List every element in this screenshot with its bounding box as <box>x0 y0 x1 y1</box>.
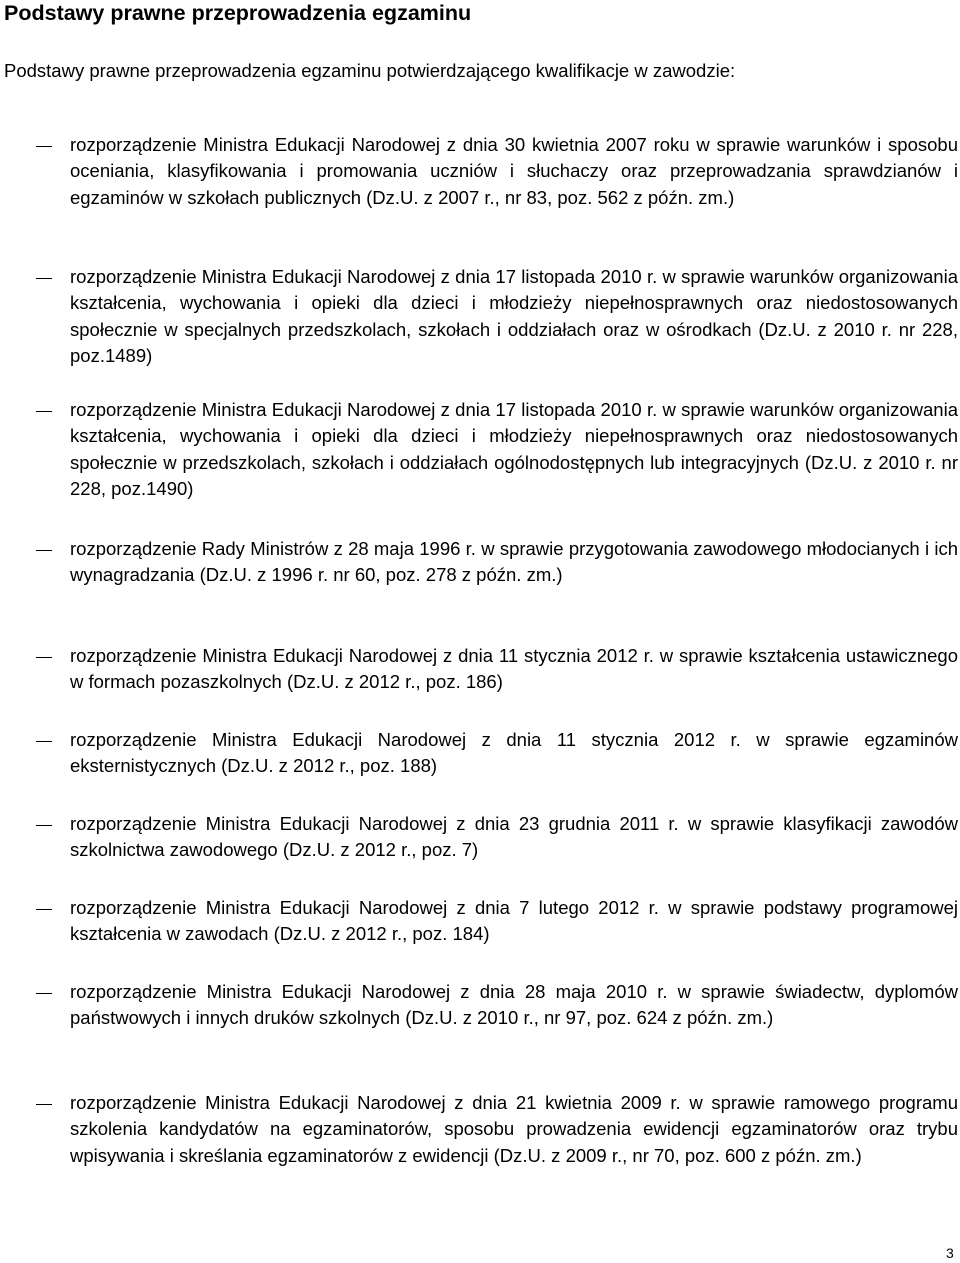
list-item <box>0 132 960 208</box>
list-item <box>0 397 960 500</box>
dash-bullet-icon <box>36 657 52 658</box>
dash-bullet-icon <box>36 825 52 826</box>
list-item-text: rozporządzenie Ministra Edukacji Narodowej z dnia 23 grudnia 2011 r. w sprawie klasyfikacji zawodów szkolnictwa zawodowego (Dz.U. z 2012 r., poz. 7) <box>70 813 958 861</box>
list-item-text: rozporządzenie Ministra Edukacji Narodowej z dnia 11 stycznia 2012 r. w sprawie kształcenia ustawicznego w formach pozaszkolnych (Dz.U. z 2012 r., poz. 186) <box>70 645 958 693</box>
dash-bullet-icon <box>36 146 52 147</box>
dash-bullet-icon <box>36 411 52 412</box>
list-item <box>0 643 960 693</box>
intro-text: Podstawy prawne przeprowadzenia egzaminu potwierdzającego kwalifikacje w zawodzie: <box>4 60 736 81</box>
page-number: 3 <box>946 1245 954 1261</box>
list-item-text: rozporządzenie Ministra Edukacji Narodowej z dnia 21 kwietnia 2009 r. w sprawie ramowego programu szkolenia kandydatów na egzaminatorów, sposobu prowadzenia ewidencji egzaminatorów oraz trybu wpisywania i skreślania egzaminatorów z ewidencji (Dz.U. z 2009 r., nr 70, poz. 600 z późn. zm.) <box>70 1092 958 1166</box>
list-item <box>0 727 960 777</box>
list-item <box>0 264 960 367</box>
list-item <box>0 811 960 861</box>
list-item <box>0 979 960 1029</box>
dash-bullet-icon <box>36 278 52 279</box>
list-item-text: rozporządzenie Ministra Edukacji Narodowej z dnia 11 stycznia 2012 r. w sprawie egzaminów eksternistycznych (Dz.U. z 2012 r., poz. 188) <box>70 729 958 777</box>
dash-bullet-icon <box>36 909 52 910</box>
list-item <box>0 895 960 945</box>
list-item-text: rozporządzenie Rady Ministrów z 28 maja 1996 r. w sprawie przygotowania zawodowego młodocianych i ich wynagradzania (Dz.U. z 1996 r. nr 60, poz. 278 z późn. zm.) <box>70 538 958 586</box>
list-item <box>0 536 960 586</box>
list-item <box>0 1090 960 1166</box>
dash-bullet-icon <box>36 993 52 994</box>
list-item-text: rozporządzenie Ministra Edukacji Narodowej z dnia 30 kwietnia 2007 roku w sprawie warunków i sposobu oceniania, klasyfikowania i promowania uczniów i słuchaczy oraz przeprowadzania sprawdzianów i egzaminów w szkołach publicznych (Dz.U. z 2007 r., nr 83, poz. 562 z późn. zm.) <box>70 134 958 208</box>
dash-bullet-icon <box>36 550 52 551</box>
list-item-text: rozporządzenie Ministra Edukacji Narodowej z dnia 28 maja 2010 r. w sprawie świadectw, dyplomów państwowych i innych druków szkolnych (Dz.U. z 2010 r., nr 97, poz. 624 z późn. zm.) <box>70 981 958 1029</box>
dash-bullet-icon <box>36 1104 52 1105</box>
page-title: Podstawy prawne przeprowadzenia egzaminu <box>4 1 472 25</box>
list-item-text: rozporządzenie Ministra Edukacji Narodowej z dnia 17 listopada 2010 r. w sprawie warunków organizowania kształcenia, wychowania i opieki dla dzieci i młodzieży niepełnosprawnych oraz niedostosowanych społecznie w specjalnych przedszkolach, szkołach i oddziałach oraz w ośrodkach (Dz.U. z 2010 r. nr 228, poz.1489) <box>70 266 958 367</box>
list-item-text: rozporządzenie Ministra Edukacji Narodowej z dnia 7 lutego 2012 r. w sprawie podstawy programowej kształcenia w zawodach (Dz.U. z 2012 r., poz. 184) <box>70 897 958 945</box>
dash-bullet-icon <box>36 741 52 742</box>
list-item-text: rozporządzenie Ministra Edukacji Narodowej z dnia 17 listopada 2010 r. w sprawie warunków organizowania kształcenia, wychowania i opieki dla dzieci i młodzieży niepełnosprawnych oraz niedostosowanych społecznie w przedszkolach, szkołach i oddziałach ogólnodostępnych lub integracyjnych (Dz.U. z 2010 r. nr 228, poz.1490) <box>70 399 958 500</box>
